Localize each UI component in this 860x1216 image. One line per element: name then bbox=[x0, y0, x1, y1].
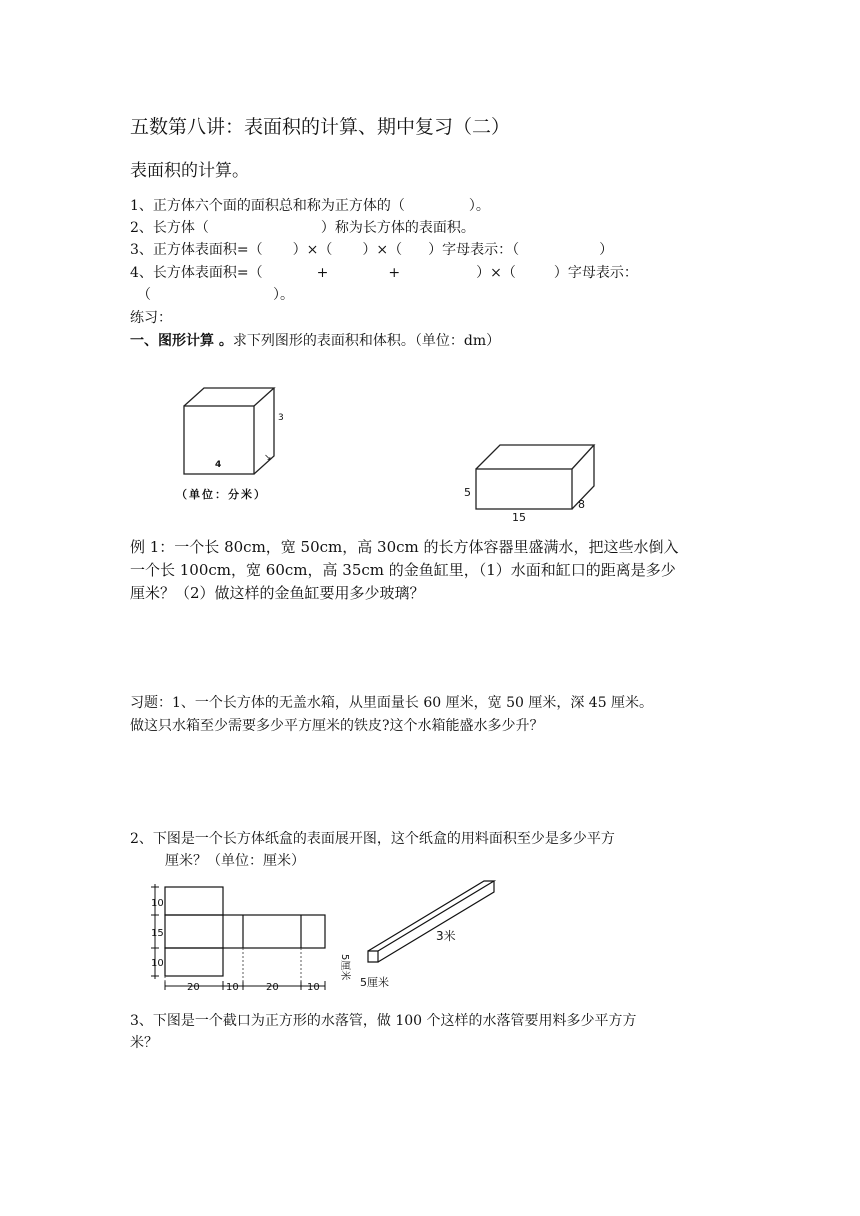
pipe-side-v-label-text: 5厘米 bbox=[339, 954, 350, 981]
exercise2-line-2: 厘米？（单位：厘米） bbox=[165, 853, 305, 869]
net-dim-h1: 20 bbox=[187, 982, 200, 993]
item-2: 2、长方体（ ）称为长方体的表面积。 bbox=[130, 220, 475, 236]
example1-line-2: 一个长 100cm，宽 60cm，高 35cm 的金鱼缸里，（1）水面和缸口的距离是多少 bbox=[130, 561, 676, 579]
net-dim-v1: 10 bbox=[151, 898, 164, 909]
pipe-right-edge bbox=[378, 881, 494, 962]
net-dim-h3: 20 bbox=[266, 982, 279, 993]
cube-figure bbox=[170, 380, 300, 505]
exercise1-line-2: 做这只水箱至少需要多少平方厘米的铁皮?这个水箱能盛水多少升？ bbox=[130, 718, 544, 734]
page-title: 五数第八讲：表面积的计算、期中复习（二） bbox=[130, 116, 511, 138]
box-net-diagram bbox=[147, 882, 347, 997]
item-4-continued: （ ）。 bbox=[137, 287, 294, 303]
net-top-face bbox=[165, 887, 223, 915]
net-bottom-face bbox=[165, 948, 223, 976]
cuboid-top-face bbox=[476, 445, 594, 469]
cuboid-dim-d: 8 bbox=[578, 498, 585, 511]
net-dim-v2: 15 bbox=[151, 928, 164, 939]
exercise1-line-1: 习题：1、一个长方体的无盖水箱，从里面量长 60 厘米，宽 50 厘米，深 45 厘米。 bbox=[130, 695, 654, 711]
cuboid-dim-h: 5 bbox=[464, 486, 471, 499]
item-4: 4、长方体表面积=（ + + ）×（ ）字母表示： bbox=[130, 265, 638, 281]
part1-heading: 一、图形计算 。求下列图形的表面积和体积。（单位：dm） bbox=[130, 333, 501, 349]
cube-dim-bottom: 4 bbox=[215, 460, 222, 470]
drainpipe-diagram bbox=[340, 878, 500, 993]
example1-line-1: 例 1：一个长 80cm，宽 50cm，高 30cm 的长方体容器里盛满水，把这些水倒入 bbox=[130, 538, 679, 556]
cube-dim-corner: ↘ bbox=[264, 453, 272, 463]
net-dim-h2: 10 bbox=[226, 982, 239, 993]
item-1: 1、正方体六个面的面积总和称为正方体的（ ）。 bbox=[130, 198, 490, 214]
cube-dim-side: 3 bbox=[278, 413, 284, 423]
item-3: 3、正方体表面积=（ ）×（ ）×（ ）字母表示：（ ） bbox=[130, 242, 614, 258]
cube-top-face bbox=[184, 388, 274, 406]
pipe-end-face bbox=[368, 951, 378, 962]
example1-line-3: 厘米？（2）做这样的金鱼缸要用多少玻璃？ bbox=[130, 584, 425, 602]
pipe-side-h-label: 5厘米 bbox=[360, 976, 389, 989]
section-title: 表面积的计算。 bbox=[130, 161, 249, 181]
practice-label: 练习： bbox=[130, 310, 172, 326]
cube-caption: （单位：分米） bbox=[176, 488, 267, 501]
cuboid-front-face bbox=[476, 469, 572, 509]
pipe-length-label: 3米 bbox=[436, 929, 456, 943]
cuboid-dim-l: 15 bbox=[512, 511, 526, 524]
net-dim-v3: 10 bbox=[151, 958, 164, 969]
net-dim-h4: 10 bbox=[307, 982, 320, 993]
exercise3-line-2: 米？ bbox=[130, 1035, 158, 1051]
cuboid-figure bbox=[462, 440, 602, 525]
exercise2-line-1: 2、下图是一个长方体纸盒的表面展开图，这个纸盒的用料面积至少是多少平方 bbox=[130, 831, 615, 847]
pipe-top-edge bbox=[368, 881, 494, 951]
exercise3-line-1: 3、下图是一个截口为正方形的水落管，做 100 个这样的水落管要用料多少平方方 bbox=[130, 1013, 637, 1029]
